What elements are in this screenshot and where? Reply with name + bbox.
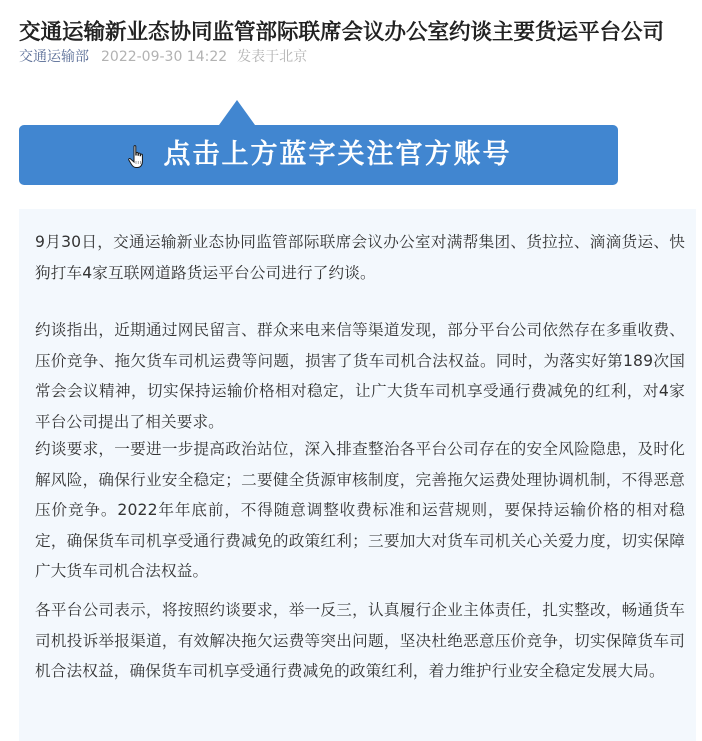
publish-location: 发表于北京 xyxy=(237,49,308,65)
paragraph: 约谈要求，一要进一步提高政治站位，深入排查整治各平台公司存在的安全风险隐患，及时化解风险，确保行业安全稳定；二要健全货源审核制度，完善拖欠运费处理协调机制，不得恶意压价竞争。2022年年底前，不得随意调整收费标准和运营规则，要保持运输价格的相对稳定，确保货车司机享受通行费减免的政策红利；三要加大对货车司机关心关爱力度，切实保障广大货车司机合法权益。 xyxy=(35,440,685,580)
banner-label: 点击上方蓝字关注官方账号 xyxy=(163,139,512,170)
publish-datetime: 2022-09-30 14:22 xyxy=(101,49,228,65)
follow-account-button[interactable] xyxy=(19,125,618,185)
article-body xyxy=(19,209,696,741)
paragraph: 9月30日，交通运输新业态协同监管部际联席会议办公室对满帮集团、货拉拉、滴滴货运、快狗打车4家互联网道路货运平台公司进行了约谈。 xyxy=(35,233,685,282)
banner-arrow xyxy=(219,100,255,125)
article-meta xyxy=(19,47,307,67)
pointing-hand-icon xyxy=(126,144,150,170)
follow-banner[interactable] xyxy=(19,100,619,186)
paragraph: 各平台公司表示，将按照约谈要求，举一反三，认真履行企业主体责任，扎实整改，畅通货车司机投诉举报渠道，有效解决拖欠运费等突出问题，坚决杜绝恶意压价竞争，切实保障货车司机合法权益，确保货车司机享受通行费减免的政策红利，着力维护行业安全稳定发展大局。 xyxy=(35,601,685,680)
article-title: 交通运输新业态协同监管部际联席会议办公室约谈主要货运平台公司 xyxy=(19,20,665,46)
author-link[interactable]: 交通运输部 xyxy=(19,49,89,65)
paragraph: 约谈指出，近期通过网民留言、群众来电来信等渠道发现，部分平台公司依然存在多重收费、压价竞争、拖欠货车司机运费等问题，损害了货车司机合法权益。同时，为落实好第189次国常会会议精神，切实保持运输价格相对稳定，让广大货车司机享受通行费减免的红利，对4家平台公司提出了相关要求。 xyxy=(35,321,685,431)
